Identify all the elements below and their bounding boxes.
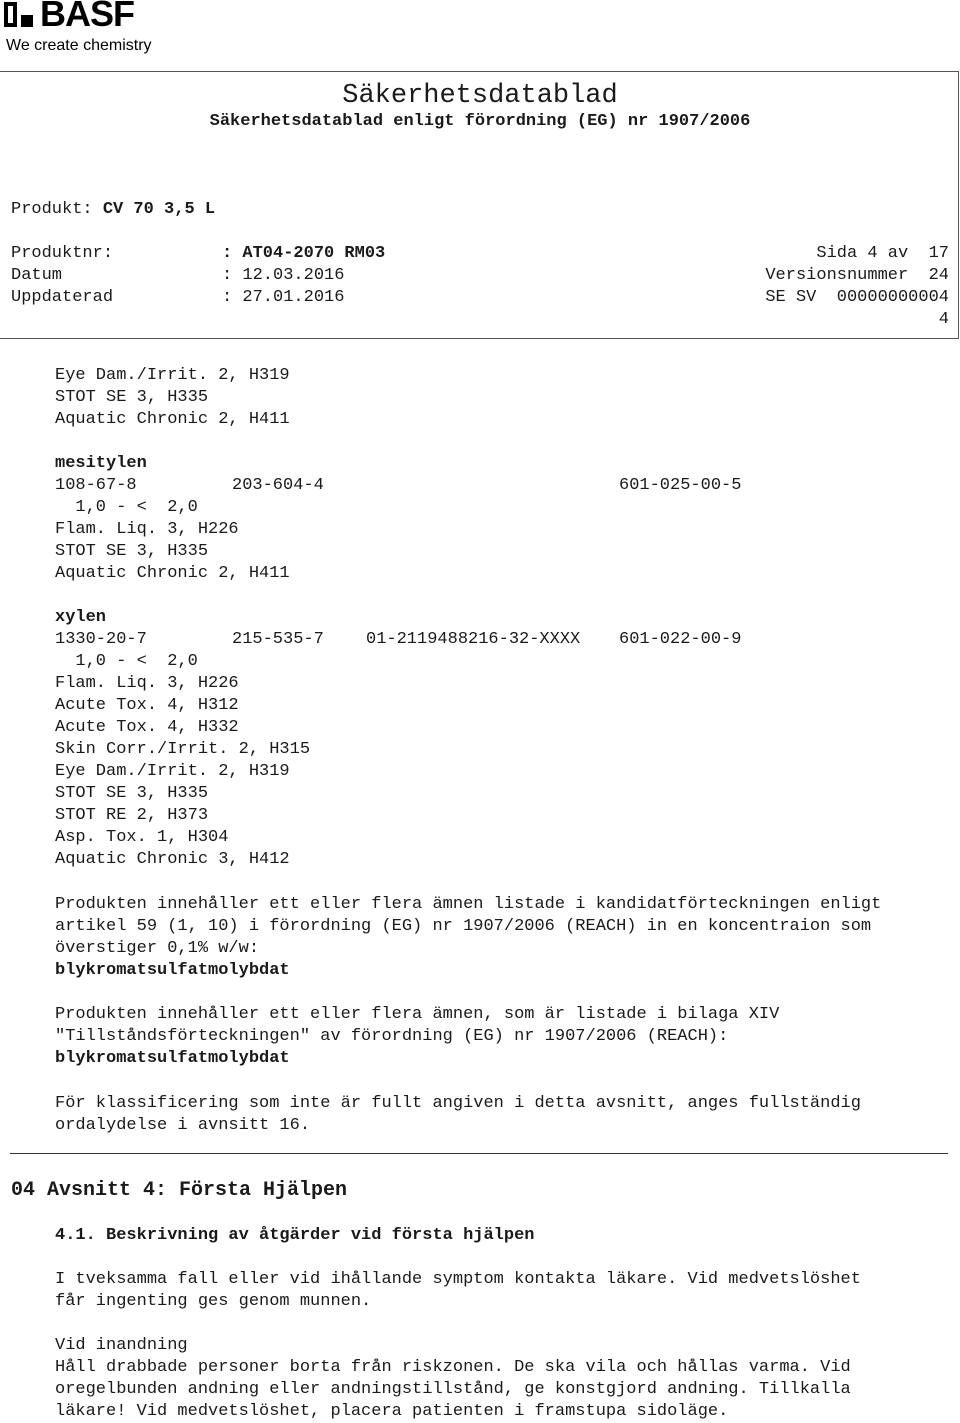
substance-name-xylen: xylen bbox=[55, 608, 107, 627]
section-divider bbox=[10, 1153, 948, 1154]
product-label: Produkt: bbox=[11, 200, 93, 219]
annex-paragraph-line: "Tillståndsförteckningen" av förordning (EG) nr 1907/2006 (REACH): bbox=[55, 1027, 729, 1046]
svhc-paragraph-line: Produkten innehåller ett eller flera ämnen listade i kandidatförteckningen enligt bbox=[55, 895, 882, 914]
hazard-line: Eye Dam./Irrit. 2, H319 bbox=[55, 366, 290, 385]
hazard-line: Eye Dam./Irrit. 2, H319 bbox=[55, 762, 290, 781]
date-value: : 12.03.2016 bbox=[222, 266, 345, 285]
classification-note-line: ordalydelse i avnsitt 16. bbox=[55, 1116, 311, 1135]
logo-tagline: We create chemistry bbox=[6, 37, 152, 54]
svhc-substance: blykromatsulfatmolybdat bbox=[55, 961, 290, 980]
svhc-paragraph-line: överstiger 0,1% w/w: bbox=[55, 939, 260, 958]
concentration-range: 1,0 - < 2,0 bbox=[55, 498, 198, 517]
date-label: Datum bbox=[11, 266, 63, 285]
inhalation-line: Håll drabbade personer borta från riskzonen. De ska vila och hållas varma. Vid bbox=[55, 1358, 851, 1377]
hazard-line: STOT SE 3, H335 bbox=[55, 542, 209, 561]
inhalation-label: Vid inandning bbox=[55, 1336, 188, 1355]
annex-substance: blykromatsulfatmolybdat bbox=[55, 1049, 290, 1068]
ec-number: 203-604-4 bbox=[232, 476, 324, 495]
hazard-line: Aquatic Chronic 2, H411 bbox=[55, 564, 290, 583]
productnr-label: Produktnr: bbox=[11, 244, 114, 263]
hazard-line: STOT SE 3, H335 bbox=[55, 388, 209, 407]
basf-logo-mark bbox=[4, 2, 38, 29]
hazard-line: Asp. Tox. 1, H304 bbox=[55, 828, 229, 847]
hazard-line: Aquatic Chronic 3, H412 bbox=[55, 850, 290, 869]
basf-wordmark: BASF bbox=[40, 0, 134, 34]
classification-note-line: För klassificering som inte är fullt angiven i detta avsnitt, anges fullständig bbox=[55, 1094, 861, 1113]
hazard-line: Flam. Liq. 3, H226 bbox=[55, 520, 239, 539]
svhc-paragraph-line: artikel 59 (1, 10) i förordning (EG) nr 1907/2006 (REACH) in en koncentraion som bbox=[55, 917, 872, 936]
reach-number: 01-2119488216-32-XXXX bbox=[366, 630, 581, 649]
hazard-line: Skin Corr./Irrit. 2, H315 bbox=[55, 740, 311, 759]
page-info: Sida 4 av 17 bbox=[816, 244, 949, 263]
updated-label: Uppdaterad bbox=[11, 288, 114, 307]
hazard-line: Acute Tox. 4, H312 bbox=[55, 696, 239, 715]
annex-paragraph-line: Produkten innehåller ett eller flera ämnen, som är listade i bilaga XIV bbox=[55, 1005, 780, 1024]
substance-name-mesitylen: mesitylen bbox=[55, 454, 147, 473]
section-4-heading: 04 Avsnitt 4: Första Hjälpen bbox=[11, 1179, 348, 1202]
concentration-range: 1,0 - < 2,0 bbox=[55, 652, 198, 671]
subsection-4-1-heading: 4.1. Beskrivning av åtgärder vid första hjälpen bbox=[55, 1226, 535, 1245]
hazard-line: Flam. Liq. 3, H226 bbox=[55, 674, 239, 693]
hazard-line: Aquatic Chronic 2, H411 bbox=[55, 410, 290, 429]
page-tail: 4 bbox=[938, 310, 949, 329]
ec-number: 215-535-7 bbox=[232, 630, 324, 649]
inhalation-line: läkare! Vid medvetslöshet, placera patienten i framstupa sidoläge. bbox=[55, 1402, 729, 1421]
index-number: 601-022-00-9 bbox=[619, 630, 742, 649]
first-aid-general-line: får ingenting ges genom munnen. bbox=[55, 1292, 372, 1311]
product-row bbox=[11, 199, 215, 221]
first-aid-general-line: I tveksamma fall eller vid ihållande symptom kontakta läkare. Vid medvetslöshet bbox=[55, 1270, 861, 1289]
inhalation-line: oregelbunden andning eller andningstillstånd, ge konstgjord andning. Tillkalla bbox=[55, 1380, 851, 1399]
document-title: Säkerhetsdatablad bbox=[342, 81, 618, 111]
cas-number: 1330-20-7 bbox=[55, 630, 147, 649]
hazard-line: Acute Tox. 4, H332 bbox=[55, 718, 239, 737]
hazard-line: STOT SE 3, H335 bbox=[55, 784, 209, 803]
document-subtitle: Säkerhetsdatablad enligt förordning (EG) nr 1907/2006 bbox=[209, 112, 751, 131]
hazard-line: STOT RE 2, H373 bbox=[55, 806, 209, 825]
se-sv-number: SE SV 00000000004 bbox=[765, 288, 949, 307]
version-info: Versionsnummer 24 bbox=[765, 266, 949, 285]
index-number: 601-025-00-5 bbox=[619, 476, 742, 495]
updated-value: : 27.01.2016 bbox=[222, 288, 345, 307]
product-value: CV 70 3,5 L bbox=[102, 200, 216, 219]
productnr-value: : AT04-2070 RM03 bbox=[222, 244, 386, 263]
cas-number: 108-67-8 bbox=[55, 476, 137, 495]
